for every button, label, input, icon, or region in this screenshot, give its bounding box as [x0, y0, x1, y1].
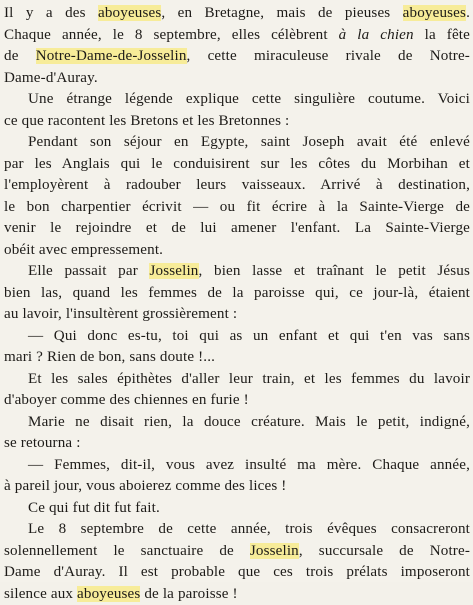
text-line — [4, 25, 470, 47]
text-span: de — [4, 48, 36, 64]
highlighted-term: aboyeuses — [98, 5, 161, 21]
text-line — [4, 433, 470, 455]
highlighted-term: Josselin — [250, 543, 299, 559]
highlighted-term: aboyeuses — [403, 5, 466, 21]
text-span: — Qui donc es-tu, toi qui as un enfant et qui t'en vas sans — [28, 328, 470, 344]
text-span: , cette miraculeuse rivale de Notre- — [187, 48, 470, 64]
text-line — [4, 412, 470, 434]
text-span: à la chien — [339, 27, 414, 43]
text-span: silence aux — [4, 586, 77, 602]
highlighted-term: Notre-Dame-de-Josselin — [36, 48, 187, 64]
text-span: par les Anglais qui le conduisirent sur les côtes du Morbihan et — [4, 156, 470, 172]
text-line — [4, 541, 470, 563]
text-span: Le 8 septembre de cette année, trois évêques consacreront — [28, 521, 470, 537]
text-span: , en Bretagne, mais de pieuses — [161, 5, 402, 21]
text-span: à pareil jour, vous aboierez comme des lices ! — [4, 478, 287, 494]
text-span: se retourna : — [4, 435, 81, 451]
text-span: la fête — [414, 27, 470, 43]
text-line — [4, 197, 470, 219]
text-line — [4, 89, 470, 111]
text-line — [4, 46, 470, 68]
text-line — [4, 175, 470, 197]
text-line — [4, 132, 470, 154]
text-span: — Femmes, dit-il, vous avez insulté ma mère. Chaque année, — [28, 457, 470, 473]
text-line — [4, 240, 470, 262]
text-span: obéit avec empressement. — [4, 242, 163, 258]
text-span: , succursale de Notre- — [299, 543, 470, 559]
text-span: mari ? Rien de bon, sans doute !... — [4, 349, 215, 365]
text-line — [4, 390, 470, 412]
text-span: , bien lasse et traînant le petit Jésus — [199, 263, 471, 279]
text-line — [4, 304, 470, 326]
text-line — [4, 562, 470, 584]
text-line — [4, 347, 470, 369]
text-line — [4, 498, 470, 520]
text-line — [4, 3, 470, 25]
highlighted-term: aboyeuses — [77, 586, 140, 602]
text-span: . — [466, 5, 470, 21]
text-span: Pendant son séjour en Egypte, saint Joseph avait été enlevé — [28, 134, 470, 150]
text-span: ce que racontent les Bretons et les Bretonnes : — [4, 113, 289, 129]
text-span: Dame-d'Auray. — [4, 70, 98, 86]
text-span: au lavoir, l'insultèrent grossièrement : — [4, 306, 237, 322]
text-line — [4, 584, 470, 605]
text-span: l'employèrent à radouber leurs vaisseaux. Arrivé à destination, — [4, 177, 470, 193]
text-span: solennellement le sanctuaire de — [4, 543, 250, 559]
text-line — [4, 218, 470, 240]
text-span: d'aboyer comme des chiennes en furie ! — [4, 392, 249, 408]
text-span: Et les sales épithètes d'aller leur train, et les femmes du lavoir — [28, 371, 470, 387]
text-span: de la paroisse ! — [140, 586, 237, 602]
article-text — [4, 3, 470, 605]
text-line — [4, 111, 470, 133]
highlighted-term: Josselin — [149, 263, 198, 279]
text-span: venir le rejoindre et de lui amener l'enfant. La Sainte-Vierge — [4, 220, 470, 236]
text-line — [4, 261, 470, 283]
text-span: Chaque année, le 8 septembre, elles célèbrent — [4, 27, 339, 43]
text-line — [4, 283, 470, 305]
text-span: Dame d'Auray. Il est probable que ces trois prélats imposeront — [4, 564, 470, 580]
text-span: Marie ne disait rien, la douce créature. Mais le petit, indigné, — [28, 414, 470, 430]
text-span: Il y a des — [4, 5, 98, 21]
text-span: Elle passait par — [28, 263, 149, 279]
text-line — [4, 519, 470, 541]
text-span: Ce qui fut dit fut fait. — [28, 500, 160, 516]
text-line — [4, 68, 470, 90]
text-line — [4, 476, 470, 498]
text-line — [4, 455, 470, 477]
text-line — [4, 369, 470, 391]
text-span: bien las, quand les femmes de la paroisse qui, ce jour-là, étaient — [4, 285, 470, 301]
text-span: Une étrange légende explique cette singulière coutume. Voici — [28, 91, 470, 107]
text-line — [4, 154, 470, 176]
text-line — [4, 326, 470, 348]
text-span: le bon charpentier écrivit — ou fit écrire à la Sainte-Vierge de — [4, 199, 470, 215]
